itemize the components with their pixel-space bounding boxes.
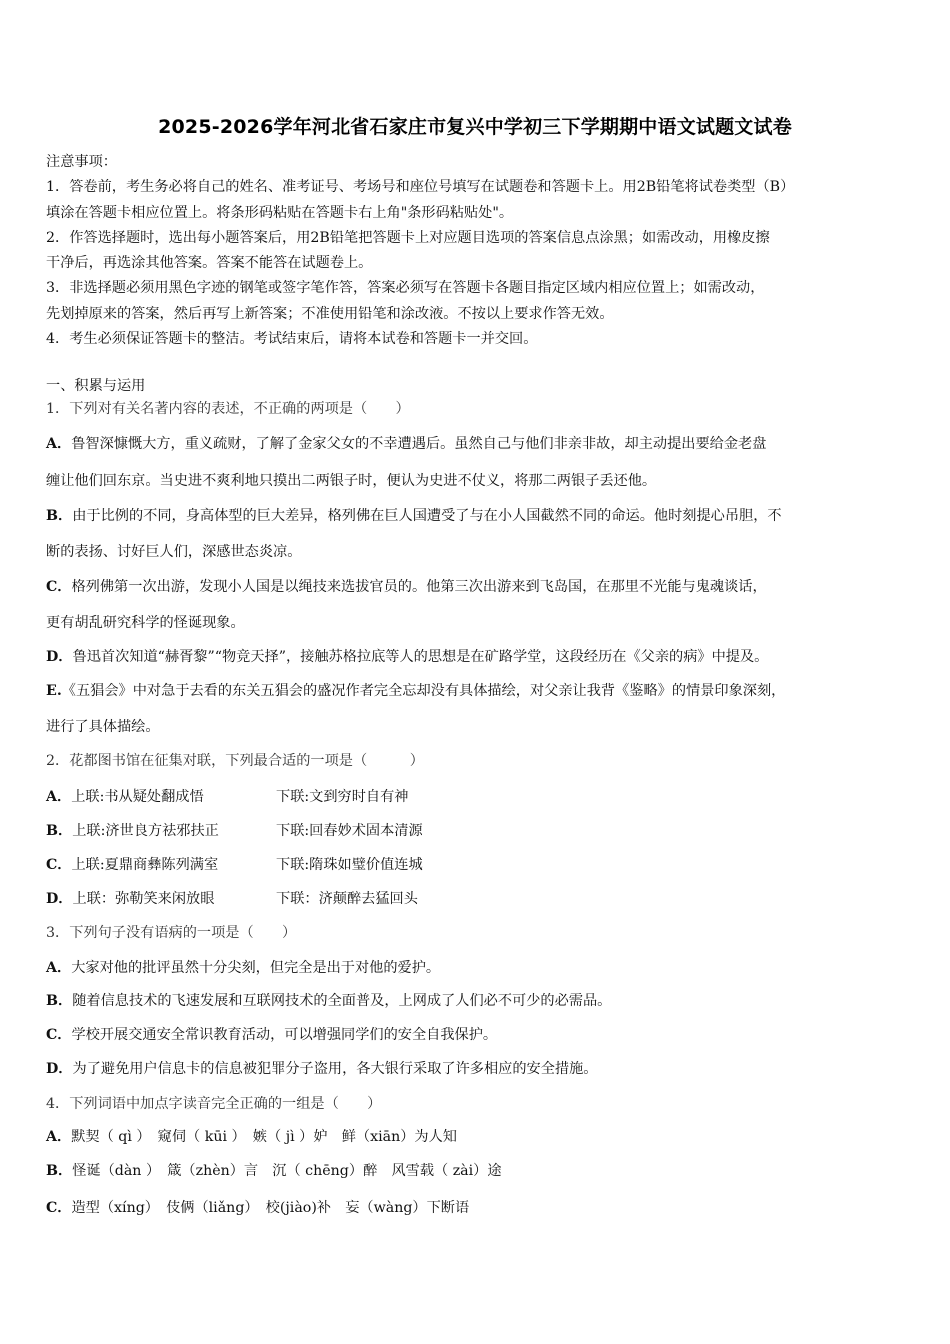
option-text: 随着信息技术的飞速发展和互联网技术的全面普及，上网成了人们必不可少的必需品。 [72,993,612,1009]
couplet-lower: 下联:回春妙术固本清源 [276,823,423,839]
option-label: D． [46,891,73,907]
couplet-upper: 上联:夏鼎商彝陈列满室 [71,857,219,873]
option-label: A． [46,789,72,805]
option-label: A． [46,436,72,452]
section-title: 一、积累与运用 [46,378,146,394]
question-3 [46,922,922,1082]
option-label: E. [46,683,62,699]
option-line [46,1058,597,1078]
option-text: 大家对他的批评虽然十分尖刻，但完全是出于对他的爱护。 [71,960,441,976]
option-label: A． [46,960,72,976]
option-text: 断的表扬、讨好巨人们，深感世态炎凉。 [46,544,302,560]
option-line [46,646,768,666]
option-line [46,1160,502,1180]
option-text: 为了避免用户信息卡的信息被犯罪分子盗用，各大银行采取了许多相应的安全措施。 [72,1061,598,1077]
option-line [46,680,785,700]
notice-block [46,150,916,352]
couplet-lower: 下联：济颠醉去猛回头 [276,891,418,907]
page-title: 2025-2026学年河北省石家庄市复兴中学初三下学期期中语文试题文试卷 [158,116,792,138]
couplet-lower: 下联:隋珠如璧价值连城 [276,857,423,873]
option-text: 由于比例的不同，身高体型的巨大差异，格列佛在巨人国遭受了与在小人国截然不同的命运。他时刻提心吊胆，不 [72,508,782,524]
option-text: 格列佛第一次出游，发现小人国是以绳技来选拔官员的。他第三次出游来到飞岛国，在那里不光能与鬼魂谈话， [71,579,767,595]
option-label: A． [46,1129,72,1145]
option-label: C． [46,1027,72,1043]
couplet-upper: 上联:济世良方祛邪扶正 [72,823,219,839]
option-text: 鲁迅首次知道“赫胥黎”“物竞天择”，接触苏格拉底等人的思想是在矿路学堂，这段经历在《父亲的病》中提及。 [72,649,769,665]
question-4 [46,1093,922,1223]
question-stem: 2．花都图书馆在征集对联，下列最合适的一项是（ ） [46,753,424,769]
notice-line: 1．答卷前，考生务必将自己的姓名、准考证号、考场号和座位号填写在试题卷和答题卡上。用2B铅笔将试卷类型（B） [46,179,795,196]
option-line [46,1024,497,1044]
option-line [46,1197,469,1217]
option-label: B． [46,508,73,524]
option-label: C． [46,579,72,595]
option-text: 造型（xíng） 伎俩（liǎng） 校(jiào)补 妄（wàng）下断语 [71,1200,470,1216]
option-line [46,1126,457,1146]
option-line [46,820,746,840]
couplet-upper: 上联：弥勒笑来闲放眼 [72,891,215,907]
option-text: 进行了具体描绘。 [46,719,160,735]
option-line [46,888,746,908]
question-2 [46,750,922,910]
notice-line: 3．非选择题必须用黑色字迹的钢笔或签字笔作答，答案必须写在答题卡各题目指定区域内相应位置上；如需改动， [46,280,765,297]
option-label: B． [46,993,73,1009]
option-label: C． [46,857,72,873]
option-line [46,957,440,977]
notice-line: 填涂在答题卡相应位置上。将条形码粘贴在答题卡右上角"条形码粘贴处"。 [46,204,514,221]
option-line [46,505,782,525]
notice-heading: 注意事项： [46,154,117,170]
option-label: C． [46,1200,72,1216]
notice-line: 干净后，再选涂其他答案。答案不能答在试题卷上。 [46,255,373,272]
notice-line: 4．考生必须保证答题卡的整洁。考试结束后，请将本试卷和答题卡一并交回。 [46,331,538,348]
option-label: B． [46,1163,73,1179]
option-line [46,716,160,736]
option-text: 《五猖会》中对急于去看的东关五猖会的盛况作者完全忘却没有具体描绘，对父亲让我背《鉴略》的情景印象深刻， [61,683,786,699]
question-stem: 4．下列词语中加点字读音完全正确的一组是（ ） [46,1096,382,1112]
question-stem: 1．下列对有关名著内容的表述，不正确的两项是（ ） [46,401,410,417]
option-label: B． [46,823,73,839]
option-line [46,576,767,596]
notice-line: 先划掉原来的答案，然后再写上新答案；不准使用铅笔和涂改液。不按以上要求作答无效。 [46,305,614,322]
option-text: 怪诞（dàn ） 箴（zhèn）言 沉（ chēng）醉 风雪载（ zài）途 [72,1163,502,1179]
notice-line: 2．作答选择题时，选出每小题答案后，用2B铅笔把答题卡上对应题目选项的答案信息点涂黑；如需改动，用橡皮擦 [46,229,770,246]
option-text: 更有胡乱研究科学的怪诞现象。 [46,615,245,631]
option-line [46,854,746,874]
option-line [46,433,766,453]
option-line [46,470,656,490]
couplet-lower: 下联:文到穷时自有神 [276,789,409,805]
option-text: 缠让他们回东京。当史进不爽利地只摸出二两银子时，便认为史进不仗义，将那二两银子丢还他。 [46,473,657,489]
option-line [46,990,611,1010]
question-stem: 3．下列句子没有语病的一项是（ ） [46,925,297,941]
question-1 [46,398,922,738]
option-label: D． [46,1061,73,1077]
option-line [46,541,301,561]
option-text: 鲁智深慷慨大方，重义疏财，了解了金家父女的不幸遭遇后。虽然自己与他们非亲非故，却主动提出要给金老盘 [71,436,767,452]
option-text: 默契（ qì ） 窥伺（ kūi ） 嫉（ jì ）妒 鲜（xiān）为人知 [71,1129,457,1145]
option-line [46,786,746,806]
option-line [46,612,245,632]
option-label: D． [46,649,73,665]
couplet-upper: 上联:书从疑处翻成悟 [71,789,204,805]
option-text: 学校开展交通安全常识教育活动，可以增强同学们的安全自我保护。 [71,1027,498,1043]
